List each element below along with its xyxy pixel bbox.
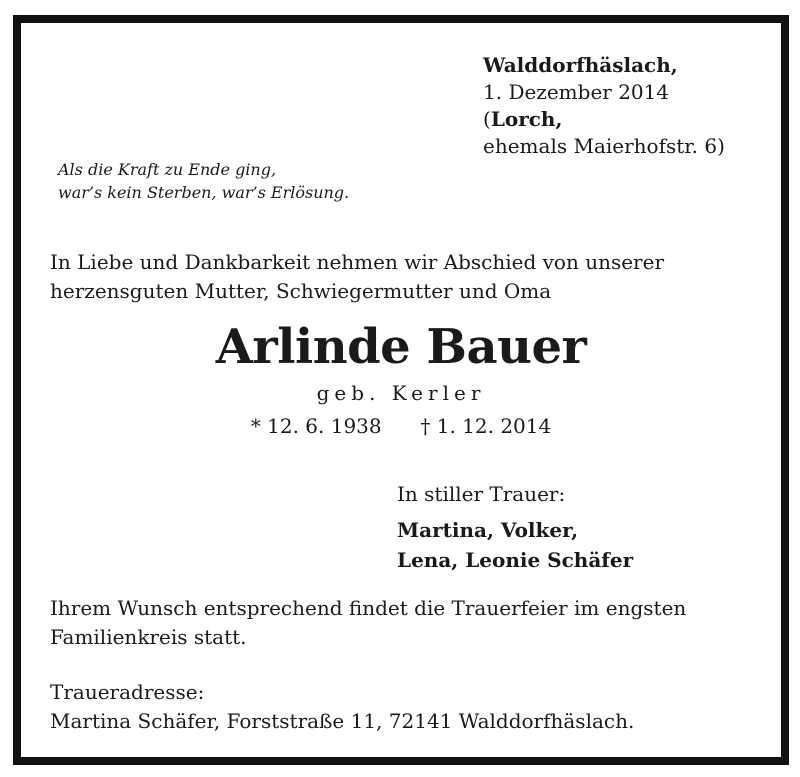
place-name: Walddorfhäslach,: [483, 53, 678, 77]
mourning-address: [50, 678, 634, 736]
death-symbol: †: [420, 414, 431, 438]
address-value: Martina Schäfer, Forststraße 11, 72141 Walddorfhäslach.: [50, 709, 635, 733]
previous-address: ehemals Maierhofstr. 6): [483, 134, 725, 158]
deceased-name: Arlinde Bauer: [215, 319, 587, 375]
address-label: Traueradresse:: [50, 680, 205, 704]
mourners-line-1: Martina, Volker,: [397, 518, 579, 542]
obituary-frame: [13, 15, 789, 765]
mourners-line-2: Lena, Leonie Schäfer: [397, 548, 634, 572]
notice-date: 1. Dezember 2014: [483, 80, 670, 104]
notice-line-2: Familienkreis statt.: [50, 625, 247, 649]
birth-symbol: *: [250, 414, 261, 438]
motto-line-2: war’s kein Sterben, war’s Erlösung.: [58, 183, 350, 202]
intro-line-2: herzensguten Mutter, Schwiegermutter und Oma: [50, 279, 552, 303]
funeral-notice: [50, 594, 686, 652]
previous-place-line: [483, 106, 725, 133]
intro-text: [50, 248, 664, 306]
life-dates: [21, 414, 781, 438]
notice-line-1: Ihrem Wunsch entsprechend findet die Trauerfeier im engsten: [50, 596, 687, 620]
mourners-names: [397, 515, 633, 575]
birth-date: 12. 6. 1938: [267, 414, 382, 438]
birth-name: geb. Kerler: [316, 381, 486, 405]
motto-line-1: Als die Kraft zu Ende ging,: [58, 160, 277, 179]
mourners-label: In stiller Trauer:: [397, 482, 566, 506]
paren-open: (: [483, 107, 491, 131]
place-date-block: [483, 52, 725, 160]
previous-place: Lorch,: [490, 107, 563, 131]
death-date: 1. 12. 2014: [436, 414, 552, 438]
intro-line-1: In Liebe und Dankbarkeit nehmen wir Abschied von unserer: [50, 250, 665, 274]
motto: [58, 158, 349, 204]
